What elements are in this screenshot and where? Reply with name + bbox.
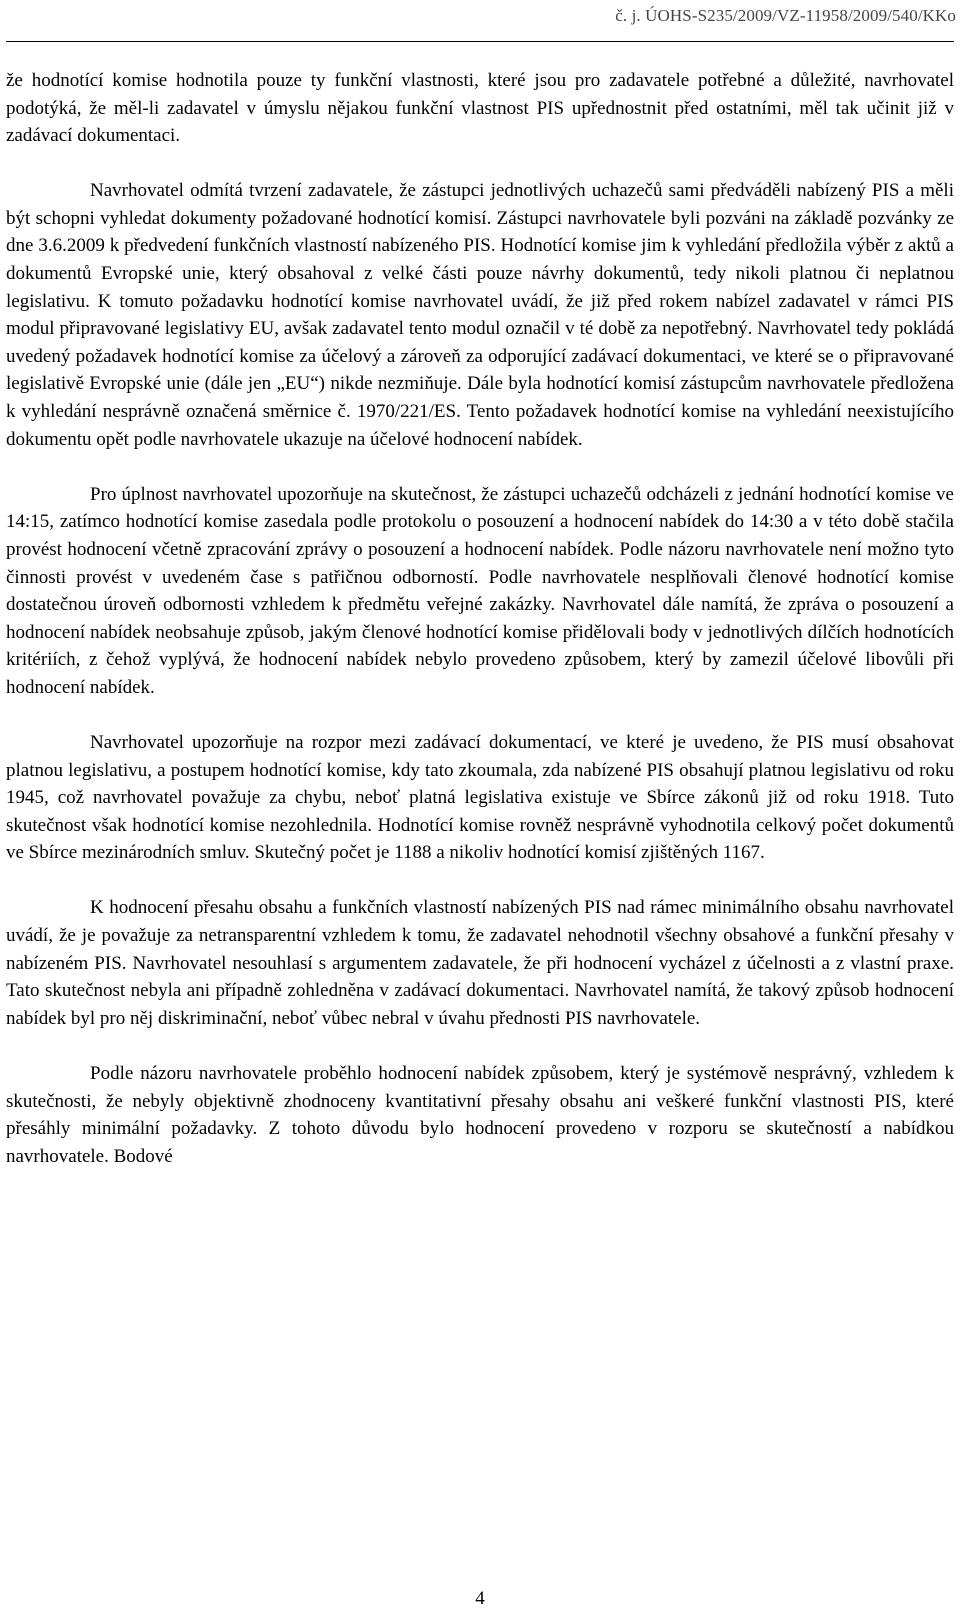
paragraph-evaluation-time: Pro úplnost navrhovatel upozorňuje na skutečnost, že zástupci uchazečů odcházeli z jednání hodnotící komise ve 14:15, zatímco hodnotící komise zasedala podle protokolu o posouzení a hodnocení nabídek do 14:30 a v této době stačila provést hodnocení včetně zpracování zprávy o posouzení a hodnocení nabídek. Podle názoru navrhovatele není možno tyto činnosti provést v uvedeném čase s patřičnou odborností. Podle navrhovatele nesplňovali členové hodnotící komise dostatečnou úroveň odbornosti vzhledem k předmětu veřejné zakázky. Navrhovatel dále namítá, že zpráva o posouzení a hodnocení nabídek neobsahuje způsob, jakým členové hodnotící komise přidělovali body v jednotlivých dílčích hodnotících kritériích, z čehož vyplývá, že hodnocení nabídek nebylo provedeno způsobem, který by zamezil účelové libovůli při hodnocení nabídek. xyxy=(6,483,954,698)
paragraph-continuation: že hodnotící komise hodnotila pouze ty funkční vlastnosti, které jsou pro zadavatele potřebné a důležité, navrhovatel podotýká, že měl-li zadavatel v úmyslu nějakou funkční vlastnost PIS upřednostnit před ostatními, měl tak učinit již v zadávací dokumentaci. xyxy=(6,70,954,147)
paragraph-systemic-error: Podle názoru navrhovatele proběhlo hodnocení nabídek způsobem, který je systémově nesprávný, vzhledem k skutečnosti, že nebyly objektivně zhodnoceny kvantitativní přesahy obsahu ani veškeré funkční vlastnosti PIS, které přesáhly minimální požadavky. Z tohoto důvodu bylo hodnocení provedeno v rozporu se skutečností a nabídkou navrhovatele. Bodové xyxy=(6,1062,954,1167)
header-divider xyxy=(6,41,954,42)
paragraph-content-overlap: K hodnocení přesahu obsahu a funkčních vlastností nabízených PIS nad rámec minimálního obsahu navrhovatel uvádí, že je považuje za netransparentní vzhledem k tomu, že zadavatel nehodnotil všechny obsahové a funkční přesahy v nabízeném PIS. Navrhovatel nesouhlasí s argumentem zadavatele, že při hodnocení vycházel z účelnosti a z vlastní praxe. Tato skutečnost nebyla ani případně zohledněna v zadávací dokumentaci. Navrhovatel namítá, že takový způsob hodnocení nabídek byl pro něj diskriminační, neboť vůbec nebral v úvahu přednosti PIS navrhovatele. xyxy=(6,897,954,1029)
paragraph-presentation-objection: Navrhovatel odmítá tvrzení zadavatele, že zástupci jednotlivých uchazečů sami předváděli nabízený PIS a měli být schopni vyhledat dokumenty požadované hodnotící komisí. Zástupci navrhovatele byli pozváni na základě pozvánky ze dne 3.6.2009 k předvedení funkčních vlastností nabízeného PIS. Hodnotící komise jim k vyhledání předložila výběr z aktů a dokumentů Evropské unie, který obsahoval z velké části pouze návrhy dokumentů, tedy nikoli platnou či neplatnou legislativu. K tomuto požadavku hodnotící komise navrhovatel uvádí, že již před rokem nabízel zadavatel v rámci PIS modul připravované legislativy EU, avšak zadavatel tento modul označil v té době za nepotřebný. Navrhovatel tedy pokládá uvedený požadavek hodnotící komise za účelový a zároveň za odporující zadávací dokumentaci, ve které se o připravované legislativě Evropské unie (dále jen „EU“) nikde nezmiňuje. Dále byla hodnotící komisí zástupcům navrhovatele předložena k vyhledání nesprávně označená směrnice č. 1970/221/ES. Tento požadavek hodnotící komise na vyhledání neexistujícího dokumentu opět podle navrhovatele ukazuje na účelové hodnocení nabídek. xyxy=(6,180,954,450)
document-reference-number: č. j. ÚOHS-S235/2009/VZ-11958/2009/540/KKo xyxy=(615,6,956,25)
page-number: 4 xyxy=(475,1588,485,1609)
document-body xyxy=(6,67,954,1170)
paragraph-legislation-contradiction: Navrhovatel upozorňuje na rozpor mezi zadávací dokumentací, ve které je uvedeno, že PIS musí obsahovat platnou legislativu, a postupem hodnotící komise, kdy tato zkoumala, zda nabízené PIS obsahují platnou legislativu od roku 1945, což navrhovatel považuje za chybu, neboť platná legislativa existuje ve Sbírce zákonů již od roku 1918. Tuto skutečnost však hodnotící komise nezohlednila. Hodnotící komise rovněž nesprávně vyhodnotila celkový počet dokumentů ve Sbírce mezinárodních smluv. Skutečný počet je 1188 a nikoliv hodnotící komisí zjištěných 1167. xyxy=(6,731,954,864)
